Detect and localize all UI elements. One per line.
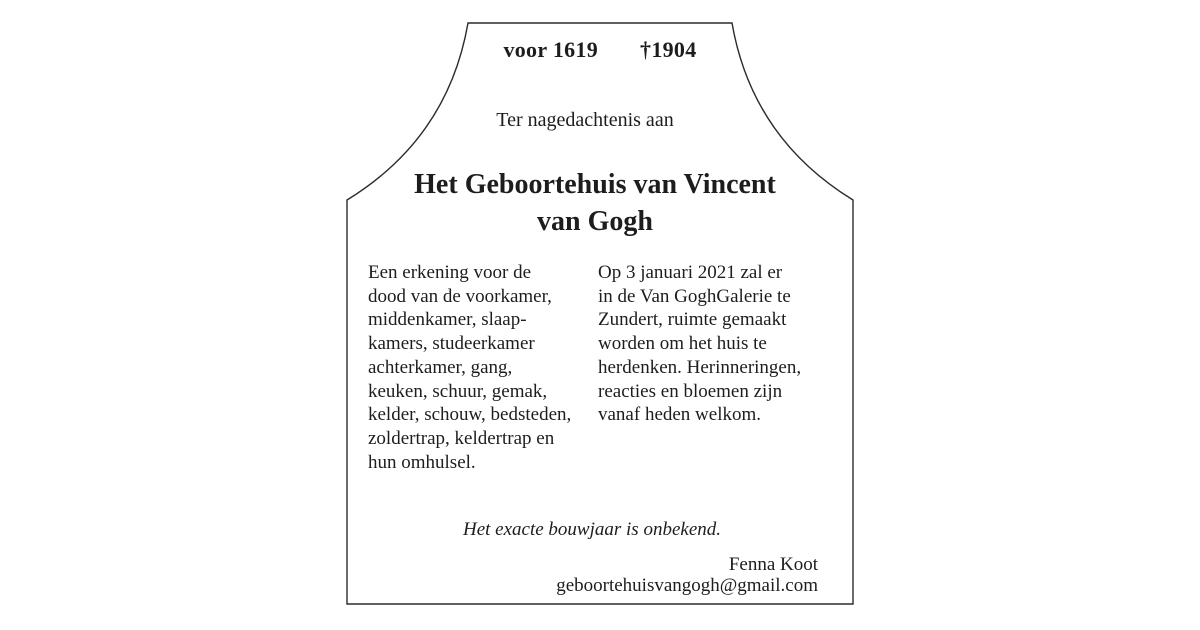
body-line: dood van de voorkamer, [368,285,552,307]
body-line: zoldertrap, keldertrap en [368,427,555,449]
left-column [368,261,571,474]
right-column [598,261,801,427]
body-line: Een erkening voor de [368,262,532,283]
year-built: voor 1619 [503,37,599,62]
card-title [349,166,841,240]
body-line: Zundert, ruimte gemaakt [598,309,787,331]
body-line: reacties en bloemen zijn [598,380,783,402]
body-line: worden om het huis te [598,333,767,355]
body-line: kelder, schouw, bedsteden, [368,404,572,426]
body-line: kamers, studeerkamer [368,333,535,355]
signature-email: geboortehuisvangogh@gmail.com [556,574,818,596]
body-line: achterkamer, gang, [368,356,513,378]
year-demolished: †1904 [640,37,697,62]
body-line: Op 3 januari 2021 zal er [598,262,783,283]
signature-name: Fenna Koot [728,554,818,575]
construction-note: Het exacte bouwjaar is onbekend. [462,519,721,540]
signature-block [500,555,818,596]
body-line: middenkamer, slaap- [368,309,527,331]
years-row [428,39,772,61]
body-line: keuken, schuur, gemak, [368,380,548,402]
card-title-line: van Gogh [537,206,653,237]
body-line: in de Van GoghGalerie te [598,285,791,307]
card-title-line: Het Geboortehuis van Vincent [414,169,776,200]
body-line: vanaf heden welkom. [598,404,762,426]
dedication-line: Ter nagedachtenis aan [496,109,674,131]
body-line: hun omhulsel. [368,451,476,473]
body-line: herdenken. Herinneringen, [598,356,802,378]
